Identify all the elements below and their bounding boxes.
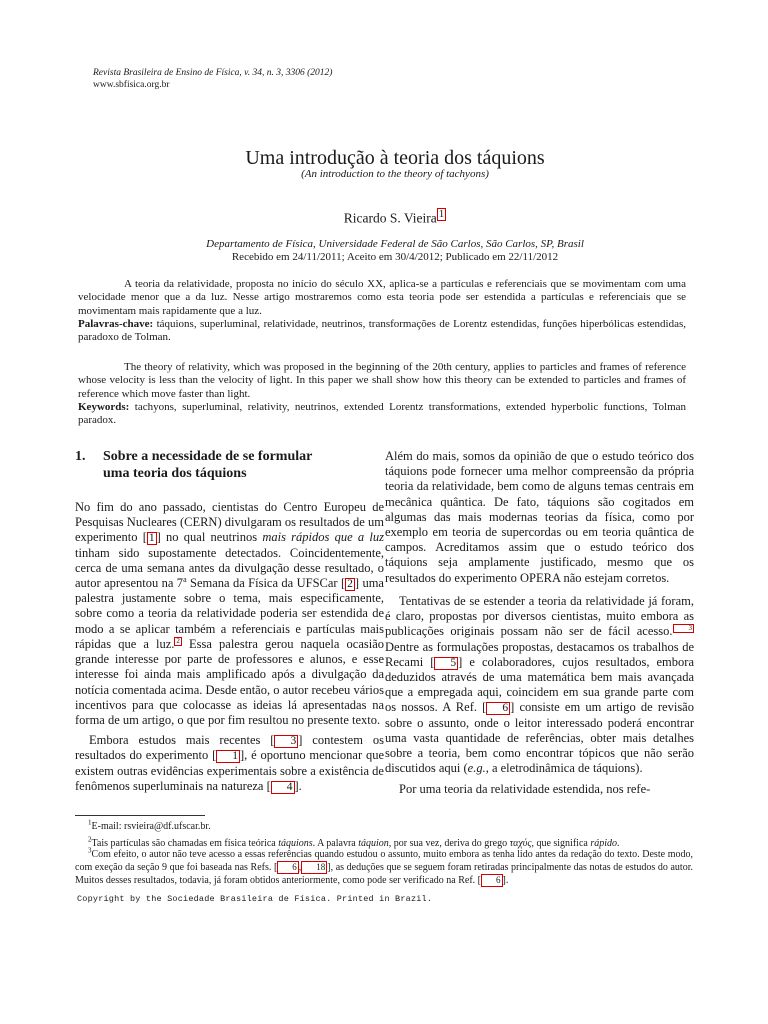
- citation-link[interactable]: 5: [434, 657, 458, 670]
- section-number: 1.: [75, 449, 86, 464]
- footnotes-block: [75, 835, 693, 887]
- paragraph: No fim do ano passado, cientistas do Centro Europeu de Pesquisas Nucleares (CERN) divulgaram os resultados de um experimento [ 1 ] no qual neutrinos mais rápidos que a luz tinham sido supostamente detectados. Coincidentemente, cerca de uma semana antes da divulgação desse resultado, o autor apresentou na 7$^a$ Semana da Física da UFSCar [ 2 ] uma palestra justamente sobre o tema, mais especificamente, sobre como a teoria da relatividade poderia ser estendida de modo a se aplicar também a referenciais e partículas mais rápidas que a luz. $^2$ Essa palestra gerou naquela ocasião grande interesse por parte de professores e alunos, e esse interesse foi ainda mais amplificado após a divulgação da notícia comentada acima. Desde então, o autor recebeu vários incentivos para que colocasse as ideias lá apresentadas na forma de um artigo, o que por fim resultou no presente texto.: [75, 500, 385, 727]
- journal-header: [93, 67, 332, 91]
- section-title-line2: uma teoria dos táquions: [103, 466, 247, 481]
- footnote-3: $^3$Com efeito, o autor não teve acesso a essas referências quando estudou o assunto, muito embora as tenha lido antes da redação do texto. Deste modo, com exeção da seção 9 que foi baseada nas Refs. [ 6 , 18 ], as deduções que se seguem foram retiradas principalmente das notas de estudos do autor. Muitos desses resultados, todavia, já foram obtidos anteriormente, como pode ser verificado na Ref. [ 6 ].: [75, 847, 693, 886]
- author-footnote-link[interactable]: 1: [438, 208, 445, 220]
- citation-link[interactable]: 6: [481, 874, 503, 887]
- abstract-portuguese: [78, 278, 686, 344]
- footnote-divider: [75, 815, 205, 816]
- citation-link[interactable]: 1: [216, 750, 240, 763]
- keywords-en-list: tachyons, superluminal, relativity, neutrinos, extended Lorentz transformations, extended hyperbolic functions, Tolman paradox.: [78, 400, 687, 427]
- footnote-link[interactable]: 2: [176, 636, 180, 645]
- author-line: [0, 208, 768, 227]
- dates: Recebido em 24/11/2011; Aceito em 30/4/2012; Publicado em 22/11/2012: [231, 251, 559, 263]
- section-heading: [75, 448, 385, 482]
- author-name: Ricardo S. Vieira: [343, 210, 437, 226]
- journal-citation: Revista Brasileira de Ensino de Física, v. 34, n. 3, 3306 (2012): [93, 68, 333, 78]
- abstract-pt-text: A teoria da relatividade, proposta no início do século XX, aplica-se a partículas e referenciais que se movimentam com uma velocidade menor que a da luz. Nesse artigo mostraremos como esta teoria pode ser estendida a partículas e referenciais que se movimentam mais rapidamente que a luz.: [78, 278, 686, 317]
- paragraph: Tentativas de se estender a teoria da relatividade já foram, é claro, propostas por diversos cientistas, muito embora as publicações originais possam não ser de fácil acesso. $^3$ Dentre as formulações propostas, destacamos os trabalhos de Recami [ 5 ] e colaboradores, cujos resultados, embora deduzidos através de uma matemática bem mais avançada que a empregada aqui, coincidem em sua grande parte com os nossos. A Ref. [ 6 ] consiste em um artigo de revisão sobre o assunto, onde o leitor interessado poderá encontrar uma vasta quantidade de referências, obter mais detalhes sobre a teoria, bem como encontrar tópicos que não serão discutidos aqui (e.g., a eletrodinâmica de táquions).: [385, 593, 694, 776]
- footnote-2: $^2$Tais partículas são chamadas em física teórica táquions. A palavra táquion, por sua vez, deriva do grego ταχύς, que significa rápido.: [88, 835, 620, 849]
- affiliation: Departamento de Física, Universidade Federal de São Carlos, São Carlos, SP, Brasil: [206, 238, 584, 250]
- citation-link[interactable]: 2: [347, 578, 353, 591]
- abstract-english: [78, 361, 686, 427]
- abstract-en-text: The theory of relativity, which was proposed in the beginning of the 20th century, applies to particles and frames of reference whose velocity is less than the velocity of light. In this paper we shall show how this theory can be extended to particles and frames of reference which move faster than light.: [78, 361, 686, 400]
- citation-link[interactable]: 6: [277, 861, 299, 874]
- paragraph: Embora estudos mais recentes [ 3 ] contestem os resultados do experimento [ 1 ], é oportuno mencionar que existem outras evidências experimentais sobre a existência de fenômenos superluminais na natureza [ 4 ].: [75, 733, 384, 793]
- paper-title: Uma introdução à teoria dos táquions: [245, 147, 545, 169]
- citation-link[interactable]: 6: [486, 702, 510, 715]
- keywords-pt-label: Palavras-chave:: [78, 317, 154, 330]
- keywords-pt: [78, 318, 686, 345]
- citation-link[interactable]: 4: [271, 781, 295, 794]
- footnote-1: $^1$E-mail: rsvieira@df.ufscar.br.: [88, 818, 211, 832]
- footnote-link[interactable]: 3: [673, 624, 695, 633]
- section-title-line1: Sobre a necessidade de se formular: [103, 449, 313, 464]
- left-column: [75, 500, 384, 794]
- citation-link[interactable]: 18: [301, 861, 327, 874]
- citation-link[interactable]: 1: [148, 532, 155, 545]
- paper-subtitle: (An introduction to the theory of tachyons): [301, 168, 489, 180]
- journal-url[interactable]: www.sbfisica.org.br: [93, 80, 170, 90]
- paragraph: Além do mais, somos da opinião de que o estudo teórico dos táquions pode fornecer uma melhor compreensão da própria teoria da relatividade, bem como de alguns temas centrais em mecânica quântica. De fato, táquions são cogitados em algumas das mais modernas teorias da física, como por exemplo em teoria de supercordas ou em teoria quântica de campos. Acreditamos assim que o estudo teórico dos táquions seja amplamente justificado, mesmo que os resultados do experimento OPERA não estejam corretos.: [385, 449, 694, 585]
- keywords-en: [78, 401, 686, 428]
- copyright-line: Copyright by the Sociedade Brasileira de Física. Printed in Brazil.: [77, 894, 433, 904]
- citation-link[interactable]: 3: [274, 735, 298, 748]
- right-column: [385, 449, 694, 798]
- keywords-en-label: Keywords:: [78, 400, 130, 413]
- paragraph: Por uma teoria da relatividade estendida, nos refe-: [399, 782, 651, 797]
- keywords-pt-list: táquions, superluminal, relatividade, neutrinos, transformações de Lorentz estendidas, funções hiperbólicas estendidas, paradoxo de Tolman.: [78, 317, 687, 344]
